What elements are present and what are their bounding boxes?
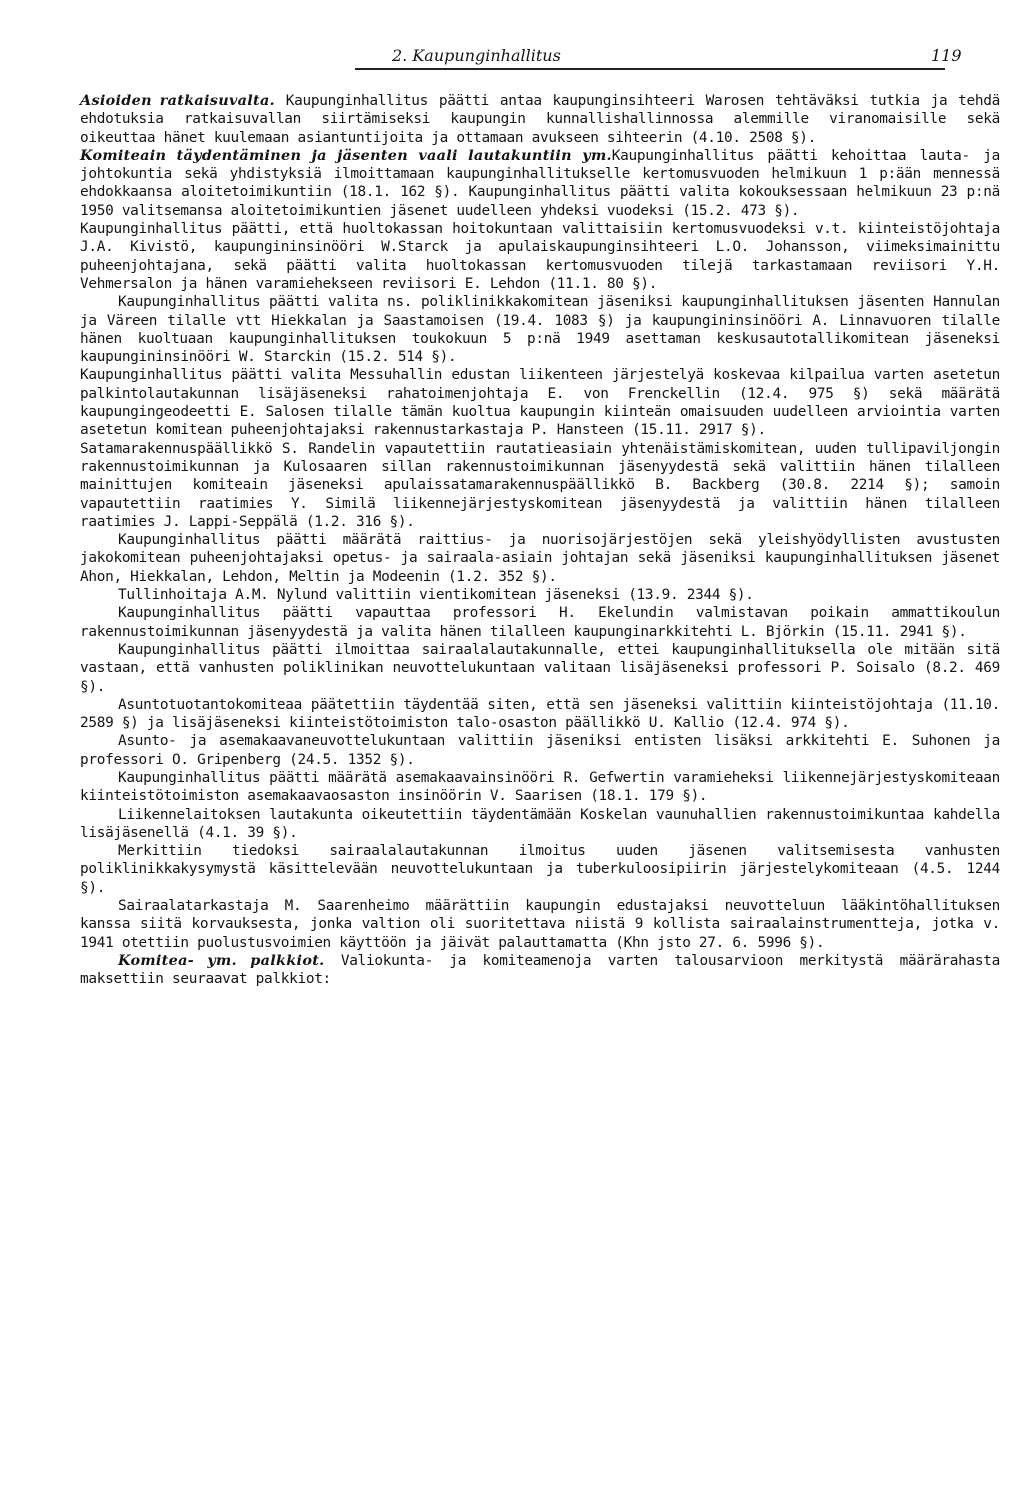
- paragraph: [80, 440, 1000, 531]
- section-heading: Komitea- ym. palkkiot.: [118, 951, 325, 969]
- paragraph-text: Kaupunginhallitus päätti, että huoltokassan hoitokuntaan valittaisiin kertomusvuodeksi v.t. kiinteistöjohtaja J.A. Kivistö, kaupungininsinööri W.Starck ja apulaiskaupunginsihteeri L.O. Johansson, viimeksimainittu puheenjohtajana, sekä päätti valita huoltokassan kertomusvuoden tilejä tarkastamaan reviisori Y.H. Vehmersalon ja hänen varamiehekseen reviisori E. Lehdon (11.1. 80 §).: [80, 221, 1000, 292]
- paragraph: [80, 769, 1000, 806]
- paragraph: [80, 897, 1000, 952]
- body-text: [80, 92, 1000, 989]
- paragraph-text: Valiokunta- ja komiteamenoja varten talousarvioon merkitystä määrärahasta maksettiin seuraavat palkkiot:: [80, 952, 1000, 988]
- paragraph: [80, 293, 1000, 366]
- paragraph: [80, 641, 1000, 696]
- paragraph-text: Kaupunginhallitus päätti määrätä raittius- ja nuorisojärjestöjen sekä yleishyödyllisten avustusten jakokomitean puheenjohtajaksi opetus- ja sairaala-asiain johtajan sekä jäseniksi kaupunginhallituksen jäsenet Ahon, Hiekkalan, Lehdon, Meltin ja Modeenin (1.2. 352 §).: [80, 532, 1000, 585]
- paragraph: [80, 604, 1000, 641]
- paragraph: [80, 806, 1000, 843]
- paragraph: [80, 366, 1000, 439]
- paragraph-text: Asunto- ja asemakaavaneuvottelukuntaan valittiin jäseniksi entisten lisäksi arkkitehti E. Suhonen ja professori O. Gripenberg (24.5. 1352 §).: [80, 733, 1000, 768]
- paragraph: [80, 92, 1000, 147]
- paragraph-text: Liikennelaitoksen lautakunta oikeutettiin täydentämään Koskelan vaunuhallien rakennustoimikuntaa kahdella lisäjäsenellä (4.1. 39 §).: [80, 806, 1000, 841]
- running-title: 2. Kaupunginhallitus: [392, 46, 561, 65]
- header-rule: [355, 68, 945, 70]
- paragraph-text: Merkittiin tiedoksi sairaalalautakunnan ilmoitus uuden jäsenen valitsemisesta vanhusten poliklinikkakysymystä käsittelevään neuvottelukuntaan ja tuberkuloosipiirin järjestelykomiteaan (4.5. 1244 §).: [80, 843, 1000, 896]
- paragraph-text: Kaupunginhallitus päätti antaa kaupunginsihteeri Warosen tehtäväksi tutkia ja tehdä ehdotuksia ratkaisuvallan siirtämiseksi kaupungin kunnallishallinnossa alemmille viranomaisille sekä oikeuttaa hänet kuulemaan asiantuntijoita ja ottamaan avukseen sihteerin (4.10. 2508 §).: [80, 93, 1000, 146]
- paragraph-text: Asuntotuotantokomiteaa päätettiin täydentää siten, että sen jäseneksi valittiin kiinteistöjohtaja (11.10. 2589 §) ja lisäjäseneksi kiinteistötoimiston talo-osaston päällikkö U. Kallio (12.4. 974 §).: [80, 696, 1000, 732]
- page-number: 119: [931, 46, 962, 65]
- paragraph-text: Kaupunginhallitus päätti vapauttaa professori H. Ekelundin valmistavan poikain ammattikoulun rakennustoimikunnan jäsenyydestä ja valita hänen tilalleen kaupunginarkkitehti L. Björkin (15.11. 2941 §).: [80, 605, 1000, 640]
- paragraph: [80, 732, 1000, 769]
- paragraph-text: Kaupunginhallitus päätti valita Messuhallin edustan liikenteen järjestelyä koskevaa kilpailua varten asetetun palkintolautakunnan lisäjäseneksi rahatoimenjohtaja E. von Frenckellin (12.4. 975 §) sekä määrätä kaupungingeodeetti E. Salosen tilalle tämän kuoltua kaupungin kiinteän omaisuuden uudelleen arviointia varten asetetun komitean puheenjohtajaksi rakennustarkastaja P. Hansteen (15.11. 2917 §).: [80, 367, 1000, 439]
- paragraph: [80, 147, 1000, 220]
- paragraph-text: Satamarakennuspäällikkö S. Randelin vapautettiin rautatieasiain yhtenäistämiskomitean, uuden tullipaviljongin rakennustoimikunnan ja Kulosaaren sillan rakennustoimikunnan jäsenyydestä sekä valittiin hänen tilalleen mainittujen komiteain jäseneksi apulaissatamarakennuspäällikkö B. Backberg (30.8. 2214 §); samoin vapautettiin raatimies Y. Similä liikennejärjestyskomitean jäsenyydestä ja valittiin hänen tilalleen raatimies J. Lappi-Seppälä (1.2. 316 §).: [80, 440, 1000, 530]
- paragraph-text: Kaupunginhallitus päätti kehoittaa lauta- ja johtokuntia sekä yhdistyksiä ilmoittamaan kaupunginhallitukselle kertomusvuoden helmikuun 1 p:ään mennessä ehdokkaansa aloitetoimikuntiin (18.1. 162 §). Kaupunginhallitus päätti valita kokouksessaan helmikuun 23 p:nä 1950 valitsemansa aloitetoimikuntien jäsenet uudelleen yhdeksi vuodeksi (15.2. 473 §).: [80, 147, 1000, 219]
- paragraph-text: Kaupunginhallitus päätti valita ns. poliklinikkakomitean jäseniksi kaupunginhallituksen jäsenten Hannulan ja Väreen tilalle vtt Hiekkalan ja Saastamoisen (19.4. 1083 §) ja kaupungininsinööri A. Linnavuoren tilalle hänen kuoltuaan kaupunginhallituksen toukokuun 5 p:nä 1949 asettaman keskusautotallikomitean jäseneksi kaupungininsinööri W. Starckin (15.2. 514 §).: [80, 294, 1000, 366]
- paragraph: [80, 586, 1000, 604]
- paragraph: [80, 531, 1000, 586]
- section-heading: Komiteain täydentäminen ja jäsenten vaali lautakuntiin ym.: [80, 146, 612, 164]
- paragraph-text: Kaupunginhallitus päätti määrätä asemakaavainsinööri R. Gefwertin varamieheksi liikennejärjestyskomiteaan kiinteistötoimiston asemakaavaosaston insinöörin V. Saarisen (18.1. 179 §).: [80, 769, 1000, 805]
- paragraph-text: Kaupunginhallitus päätti ilmoittaa sairaalalautakunnalle, ettei kaupunginhallituksella ole mitään sitä vastaan, että vanhusten poliklinikan neuvottelukuntaan valitaan lisäjäseneksi professori P. Soisalo (8.2. 469 §).: [80, 641, 1000, 695]
- paragraph: [80, 220, 1000, 293]
- page-header: [0, 46, 1024, 70]
- paragraph-text: Sairaalatarkastaja M. Saarenheimo määrättiin kaupungin edustajaksi neuvotteluun lääkintöhallituksen kanssa siitä korvauksesta, jonka valtion oli suoritettava niistä 9 kollista sairaalainstrumentteja, jotka v. 1941 otettiin puolustusvoimien käyttöön ja jäivät palauttamatta (Khn jsto 27. 6. 5996 §).: [80, 898, 1000, 951]
- paragraph: [80, 696, 1000, 733]
- paragraph-text: Tullinhoitaja A.M. Nylund valittiin vientikomitean jäseneksi (13.9. 2344 §).: [118, 587, 754, 604]
- paragraph: [80, 952, 1000, 989]
- section-heading: Asioiden ratkaisuvalta.: [80, 92, 275, 109]
- paragraph: [80, 842, 1000, 897]
